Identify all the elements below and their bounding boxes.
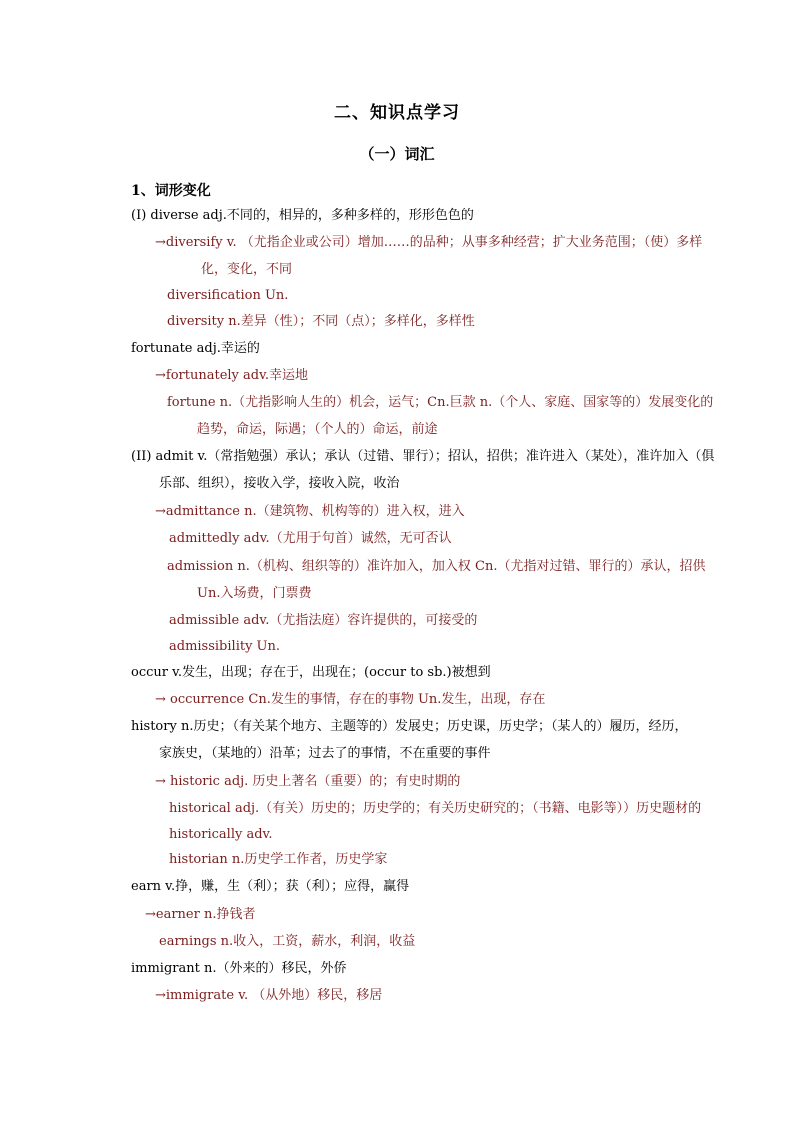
entry-line: 乐部、组织），接收入学，接收入院，收治 bbox=[159, 476, 400, 491]
entry-line: historically adv. bbox=[169, 827, 273, 842]
entry-line: →diversify v. （尤指企业或公司）增加……的品种；从事多种经营；扩大业务范围；（使）多样 bbox=[155, 235, 703, 250]
entry-line: admissibility Un. bbox=[169, 639, 281, 654]
entry-line: historical adj.（有关）历史的；历史学的；有关历史研究的；（书籍、电影等））历史题材的 bbox=[169, 801, 702, 816]
entry-line: immigrant n.（外来的）移民，外侨 bbox=[131, 961, 347, 976]
entry-line: fortunate adj.幸运的 bbox=[131, 341, 260, 356]
entry-line: Un.入场费，门票费 bbox=[197, 586, 312, 601]
entry-line: → occurrence Cn.发生的事情，存在的事物 Un.发生，出现，存在 bbox=[155, 692, 546, 707]
section-subtitle: （一）词汇 bbox=[359, 145, 435, 163]
entry-line: fortune n.（尤指影响人生的）机会，运气；Cn.巨款 n.（个人、家庭、国家等的）发展变化的 bbox=[167, 395, 714, 410]
entry-line: admittedly adv.（尤用于句首）诚然，无可否认 bbox=[169, 531, 452, 546]
entry-line: history n.历史；（有关某个地方、主题等的）发展史；历史课，历史学；（某人的）履历，经历， bbox=[131, 719, 688, 734]
entry-line: diversification Un. bbox=[167, 288, 289, 303]
entry-line: (II) admit v.（常指勉强）承认；承认（过错、罪行）；招认，招供；准许进入（某处），准许加入（俱 bbox=[131, 449, 715, 464]
entry-line: admissible adv.（尤指法庭）容许提供的，可接受的 bbox=[169, 613, 478, 628]
entry-line: admission n.（机构、组织等的）准许加入，加入权 Cn.（尤指对过错、罪行的）承认，招供 bbox=[167, 559, 706, 574]
entry-line: 化，变化，不同 bbox=[201, 262, 293, 277]
entry-line: earnings n.收入，工资，薪水，利润，收益 bbox=[159, 934, 416, 949]
entry-line: 家族史，（某地的）沿革；过去了的事情，不在重要的事件 bbox=[159, 746, 491, 761]
entry-line: (I) diverse adj.不同的，相异的，多种多样的，形形色色的 bbox=[131, 208, 474, 223]
page-title: 二、知识点学习 bbox=[334, 103, 460, 123]
entry-line: earn v.挣，赚，生（利）；获（利）；应得，赢得 bbox=[131, 879, 410, 894]
entry-line: occur v.发生，出现；存在于，出现在；(occur to sb.)被想到 bbox=[131, 665, 491, 680]
entry-line: 趋势，命运，际遇；（个人的）命运，前途 bbox=[197, 422, 438, 437]
entry-line: →immigrate v. （从外地）移民，移居 bbox=[155, 988, 383, 1003]
section-heading: 1、词形变化 bbox=[131, 183, 211, 199]
entry-line: →fortunately adv.幸运地 bbox=[155, 368, 309, 383]
entry-line: diversity n.差异（性）；不同（点）；多样化，多样性 bbox=[167, 314, 475, 329]
entry-line: →earner n.挣钱者 bbox=[145, 907, 256, 922]
entry-line: historian n.历史学工作者，历史学家 bbox=[169, 852, 388, 867]
entry-line: →admittance n.（建筑物、机构等的）进入权，进入 bbox=[155, 504, 465, 519]
entry-line: → historic adj. 历史上著名（重要）的；有史时期的 bbox=[155, 774, 461, 789]
